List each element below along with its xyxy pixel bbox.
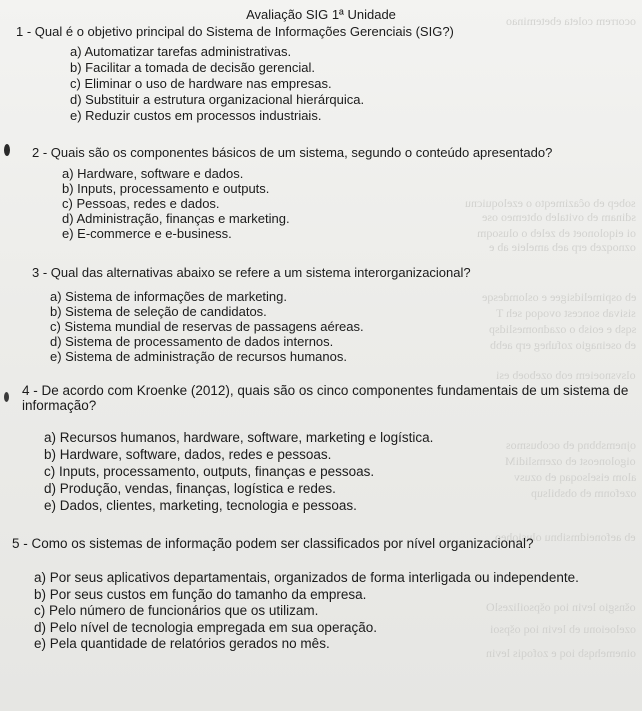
show-through-text: oi eiqolonoet eb zeleb o olusoqm	[477, 226, 636, 240]
option-e: e) E-commerce e e-business.	[62, 226, 232, 241]
show-through-text: ojnemsbbnq eb ocobusmos	[506, 438, 636, 452]
option-a: a) Sistema de informações de marketing.	[50, 289, 287, 304]
show-through-text: eb aefoneidmsibnu olusioheo	[495, 530, 636, 544]
show-through-text: oigoloneost eb ozemslidiM	[505, 454, 636, 468]
question-4-text: 4 - De acordo com Kroenke (2012), quais são os cinco componentes fundamentais de um sistema de informação?	[22, 383, 629, 413]
option-a: a) Recursos humanos, hardware, software, marketing e logística.	[44, 430, 434, 445]
show-through-text: alom eiselsoqaq eb ozusv	[513, 470, 636, 484]
question-5-options	[34, 570, 579, 653]
option-b: b) Facilitar a tomada de decisão gerencial.	[70, 60, 315, 75]
show-through-text: oinemehqsb ioq e zofoqis levin	[486, 646, 636, 660]
option-d: d) Produção, vendas, finanças, logística e redes.	[44, 481, 336, 496]
show-through-text: sisivab soncest ovoqoq seh T	[496, 306, 636, 320]
exam-header: Avaliação SIG 1ª Unidade	[246, 7, 396, 22]
option-c: c) Sistema mundial de reservas de passagens aéreas.	[50, 319, 364, 334]
show-through-text: ozeloeionu eb levin ioq ošpsoi	[490, 622, 636, 636]
question-1-text: 1 - Qual é o objetivo principal do Sistema de Informações Gerenciais (SIG?)	[16, 24, 454, 39]
option-c: c) Inputs, processamento, outputs, finanças e pessoas.	[44, 464, 375, 479]
option-b: b) Inputs, processamento e outputs.	[62, 181, 270, 196]
show-through-text: eb oseinagio zofuheg erp aebb	[490, 338, 636, 352]
show-through-text: eb ospimelidsigee e oslomdesqe	[481, 290, 636, 304]
option-a: a) Hardware, software e dados.	[62, 166, 244, 181]
show-through-text: sdinam eb ovitaleb obtemeo ose	[482, 210, 636, 224]
option-d: d) Administração, finanças e marketing.	[62, 211, 290, 226]
option-b: b) Hardware, software, dados, redes e pessoas.	[44, 447, 332, 462]
show-through-text: sobep eb oĉazimeqto o ezeloquicnu	[465, 196, 636, 210]
question-2-options	[62, 166, 290, 241]
option-d: d) Sistema de processamento de dados internos.	[50, 334, 334, 349]
show-through-text: olsvsnoeiem eob ozeboeb esi	[496, 368, 636, 382]
question-5-text: 5 - Como os sistemas de informação podem ser classificados por nível organizacional?	[12, 536, 534, 551]
option-a: a) Automatizar tarefas administrativas.	[70, 44, 292, 59]
show-through-text: ocorrem coleta ebeteminao	[506, 14, 636, 28]
option-e: e) Pela quantidade de relatórios gerados no mês.	[34, 636, 330, 651]
option-c: c) Eliminar o uso de hardware nas empresas.	[70, 76, 332, 91]
option-e: e) Dados, clientes, marketing, tecnologia e pessoas.	[44, 498, 357, 513]
show-through-text: ošnsgio levin ioq ošpsoilizeslO	[486, 600, 636, 614]
option-c: c) Pessoas, redes e dados.	[62, 196, 220, 211]
show-through-text: ozefonm eb obsbilsup	[530, 486, 636, 500]
show-through-text: oznoqzeb erp aeb ameleie ab e	[489, 240, 636, 254]
option-d: d) Pelo nível de tecnologia empregada em sua operação.	[34, 619, 377, 635]
option-a: a) Por seus aplicativos departamentais, organizados de forma interligada ou independente.	[34, 570, 579, 585]
ink-mark	[4, 392, 9, 402]
option-e: e) Reduzir custos em processos industriais.	[70, 108, 322, 123]
ink-mark	[4, 144, 10, 156]
show-through-text: sqsb e eoisb o ozadnomeslidsp	[488, 322, 636, 336]
question-4-options	[44, 429, 433, 514]
question-2-text: 2 - Quais são os componentes básicos de um sistema, segundo o conteúdo apresentado?	[32, 145, 553, 160]
question-1-options	[70, 44, 364, 124]
option-c: c) Pelo número de funcionários que os utilizam.	[34, 603, 319, 618]
question-3-text: 3 - Qual das alternativas abaixo se refere a um sistema interorganizacional?	[32, 265, 471, 280]
question-3-options	[50, 289, 364, 364]
option-b: b) Por seus custos em função do tamanho da empresa.	[34, 586, 367, 602]
option-d: d) Substituir a estrutura organizacional hierárquica.	[70, 92, 365, 107]
option-b: b) Sistema de seleção de candidatos.	[50, 304, 267, 319]
option-e: e) Sistema de administração de recursos humanos.	[50, 349, 347, 364]
